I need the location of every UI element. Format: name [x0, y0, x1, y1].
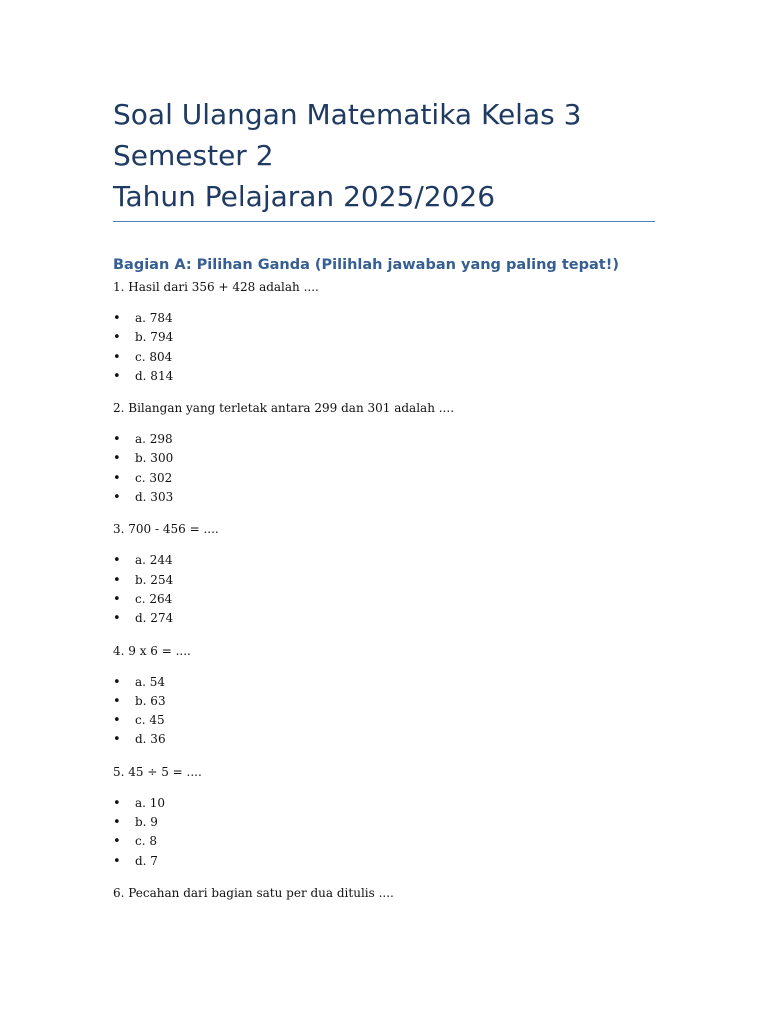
option-label: d. 36 — [135, 732, 166, 747]
bullet-icon: • — [113, 451, 121, 467]
answer-option — [113, 692, 673, 711]
bullet-icon: • — [113, 713, 121, 729]
option-label: a. 298 — [135, 432, 173, 447]
option-label: c. 804 — [135, 349, 173, 364]
bullet-icon: • — [113, 349, 121, 365]
answer-option — [113, 469, 673, 488]
bullet-icon: • — [113, 693, 121, 709]
bullet-icon: • — [113, 611, 121, 627]
answer-option — [113, 590, 673, 609]
option-label: c. 264 — [135, 591, 173, 606]
question-text: 4. 9 x 6 = .... — [113, 643, 191, 658]
answer-options — [113, 309, 673, 386]
option-label: c. 302 — [135, 470, 173, 485]
bullet-icon: • — [113, 330, 121, 346]
bullet-icon: • — [113, 732, 121, 748]
question-list — [113, 279, 673, 901]
question-text: 2. Bilangan yang terletak antara 299 dan 301 adalah .... — [113, 401, 455, 416]
answer-option — [113, 711, 673, 730]
answer-options — [113, 673, 673, 750]
option-label: a. 54 — [135, 674, 166, 689]
title-line: Semester 2 — [113, 139, 274, 172]
option-label: d. 814 — [135, 368, 174, 383]
answer-option — [113, 488, 673, 507]
answer-option — [113, 348, 673, 367]
answer-option — [113, 813, 673, 832]
bullet-icon: • — [113, 432, 121, 448]
option-label: b. 300 — [135, 451, 174, 466]
option-label: d. 274 — [135, 611, 174, 626]
option-label: b. 63 — [135, 693, 166, 708]
question-text: 1. Hasil dari 356 + 428 adalah .... — [113, 280, 319, 294]
question-text: 5. 45 ÷ 5 = .... — [113, 764, 202, 779]
document-title — [113, 94, 655, 217]
option-label: b. 9 — [135, 815, 158, 830]
answer-option — [113, 449, 673, 468]
option-label: c. 8 — [135, 834, 157, 849]
answer-option — [113, 328, 673, 347]
option-label: c. 45 — [135, 713, 165, 728]
bullet-icon: • — [113, 815, 121, 831]
title-line: Tahun Pelajaran 2025/2026 — [113, 180, 496, 213]
bullet-icon: • — [113, 795, 121, 811]
option-label: d. 7 — [135, 853, 158, 868]
answer-option — [113, 571, 673, 590]
answer-option — [113, 832, 673, 851]
section-heading: Bagian A: Pilihan Ganda (Pilihlah jawaban yang paling tepat!) — [113, 257, 619, 273]
bullet-icon: • — [113, 490, 121, 506]
option-label: a. 10 — [135, 795, 166, 810]
answer-option — [113, 430, 673, 449]
bullet-icon: • — [113, 368, 121, 384]
answer-option — [113, 367, 673, 386]
bullet-icon: • — [113, 311, 121, 326]
bullet-icon: • — [113, 591, 121, 607]
answer-options — [113, 551, 673, 628]
bullet-icon: • — [113, 572, 121, 588]
option-label: b. 254 — [135, 572, 174, 587]
question-text: 6. Pecahan dari bagian satu per dua ditulis .... — [113, 885, 394, 900]
bullet-icon: • — [113, 553, 121, 569]
answer-option — [113, 309, 673, 328]
bullet-icon: • — [113, 853, 121, 869]
option-label: a. 784 — [135, 311, 173, 325]
answer-option — [113, 852, 673, 871]
bullet-icon: • — [113, 834, 121, 850]
title-divider — [113, 221, 655, 222]
answer-option — [113, 673, 673, 692]
title-line: Soal Ulangan Matematika Kelas 3 — [113, 98, 582, 131]
question-text: 3. 700 - 456 = .... — [113, 522, 219, 537]
answer-options — [113, 430, 673, 507]
option-label: d. 303 — [135, 490, 174, 505]
answer-options — [113, 794, 673, 871]
answer-option — [113, 794, 673, 813]
option-label: a. 244 — [135, 553, 173, 568]
option-label: b. 794 — [135, 330, 174, 345]
answer-option — [113, 551, 673, 570]
answer-option — [113, 609, 673, 628]
answer-option — [113, 730, 673, 749]
bullet-icon: • — [113, 470, 121, 486]
bullet-icon: • — [113, 674, 121, 690]
